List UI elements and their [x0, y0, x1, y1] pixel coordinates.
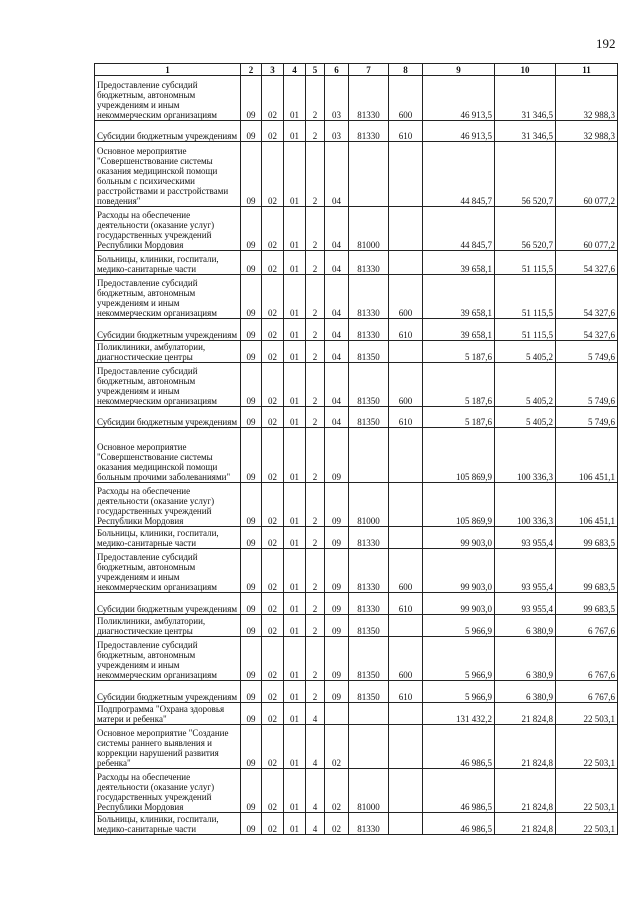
amount-col-11: 5 749,6	[556, 407, 618, 428]
amount-col-11: 106 451,1	[556, 428, 618, 483]
code-program: 01	[284, 593, 306, 615]
table-row	[95, 121, 618, 142]
code-subprogram: 4	[306, 703, 325, 725]
amount-col-11: 99 683,5	[556, 593, 618, 615]
table-row	[95, 725, 618, 769]
code-subsection: 02	[262, 703, 284, 725]
code-section: 09	[241, 527, 262, 549]
table-row	[95, 251, 618, 275]
code-program: 01	[284, 275, 306, 319]
code-expense-type: 600	[389, 549, 423, 593]
code-subprogram: 2	[306, 251, 325, 275]
code-program: 01	[284, 615, 306, 637]
code-section: 09	[241, 725, 262, 769]
code-program: 01	[284, 813, 306, 835]
code-subprogram: 2	[306, 363, 325, 407]
amount-col-10: 100 336,3	[495, 483, 556, 527]
code-event: 04	[325, 363, 349, 407]
amount-col-9: 46 986,5	[423, 725, 495, 769]
amount-col-10: 5 405,2	[495, 407, 556, 428]
amount-col-11: 54 327,6	[556, 251, 618, 275]
code-event: 04	[325, 207, 349, 251]
code-direction: 81000	[349, 769, 389, 813]
table-row	[95, 681, 618, 703]
amount-col-9: 39 658,1	[423, 319, 495, 341]
code-expense-type: 610	[389, 319, 423, 341]
code-direction	[349, 142, 389, 207]
amount-col-10: 93 955,4	[495, 527, 556, 549]
table-row	[95, 615, 618, 637]
code-section: 09	[241, 637, 262, 681]
amount-col-11: 5 749,6	[556, 341, 618, 363]
row-name: Субсидии бюджетным учреждениям	[95, 407, 241, 428]
amount-col-11: 6 767,6	[556, 681, 618, 703]
amount-col-10: 31 346,5	[495, 76, 556, 121]
amount-col-10: 5 405,2	[495, 341, 556, 363]
amount-col-11: 6 767,6	[556, 615, 618, 637]
code-subprogram: 2	[306, 76, 325, 121]
code-expense-type	[389, 428, 423, 483]
code-section: 09	[241, 549, 262, 593]
column-header: 7	[349, 64, 389, 76]
code-subprogram: 2	[306, 207, 325, 251]
code-expense-type: 610	[389, 681, 423, 703]
table-row	[95, 76, 618, 121]
code-section: 09	[241, 813, 262, 835]
code-program: 01	[284, 681, 306, 703]
code-subsection: 02	[262, 251, 284, 275]
code-subsection: 02	[262, 769, 284, 813]
code-program: 01	[284, 527, 306, 549]
amount-col-10: 5 405,2	[495, 363, 556, 407]
code-event: 04	[325, 341, 349, 363]
amount-col-10: 21 824,8	[495, 725, 556, 769]
code-expense-type	[389, 527, 423, 549]
code-subprogram: 2	[306, 428, 325, 483]
amount-col-11: 6 767,6	[556, 637, 618, 681]
code-direction: 81330	[349, 275, 389, 319]
amount-col-11: 99 683,5	[556, 527, 618, 549]
code-subprogram: 2	[306, 407, 325, 428]
amount-col-10: 51 115,5	[495, 251, 556, 275]
code-subsection: 02	[262, 637, 284, 681]
table-row	[95, 319, 618, 341]
column-header: 3	[262, 64, 284, 76]
column-header: 6	[325, 64, 349, 76]
amount-col-11: 22 503,1	[556, 703, 618, 725]
amount-col-9: 44 845,7	[423, 207, 495, 251]
code-direction: 81330	[349, 593, 389, 615]
amount-col-11: 22 503,1	[556, 725, 618, 769]
code-subsection: 02	[262, 142, 284, 207]
code-subprogram: 4	[306, 813, 325, 835]
table-row	[95, 593, 618, 615]
code-section: 09	[241, 769, 262, 813]
code-direction: 81330	[349, 251, 389, 275]
code-program: 01	[284, 207, 306, 251]
code-subsection: 02	[262, 275, 284, 319]
code-event	[325, 703, 349, 725]
code-program: 01	[284, 549, 306, 593]
row-name: Предоставление субсидий бюджетным, автономным учреждениям и иным некоммерческим организациям	[95, 275, 241, 319]
row-name: Расходы на обеспечение деятельности (оказание услуг) государственных учреждений Республики Мордовия	[95, 207, 241, 251]
amount-col-11: 60 077,2	[556, 142, 618, 207]
code-direction	[349, 725, 389, 769]
amount-col-9: 44 845,7	[423, 142, 495, 207]
code-program: 01	[284, 428, 306, 483]
code-subprogram: 4	[306, 725, 325, 769]
code-event: 04	[325, 251, 349, 275]
column-header: 5	[306, 64, 325, 76]
table-row	[95, 363, 618, 407]
code-event: 02	[325, 769, 349, 813]
amount-col-9: 105 869,9	[423, 428, 495, 483]
amount-col-11: 22 503,1	[556, 769, 618, 813]
table-row	[95, 703, 618, 725]
code-program: 01	[284, 637, 306, 681]
column-header: 10	[495, 64, 556, 76]
code-section: 09	[241, 121, 262, 142]
code-expense-type: 600	[389, 363, 423, 407]
code-event: 09	[325, 527, 349, 549]
table-row	[95, 275, 618, 319]
header-row	[95, 64, 618, 76]
row-name: Подпрограмма "Охрана здоровья матери и ребенка"	[95, 703, 241, 725]
row-name: Основное мероприятие "Совершенствование системы оказания медицинской помощи больным с психическими расстройствами и расстройствами поведения"	[95, 142, 241, 207]
code-direction: 81330	[349, 549, 389, 593]
code-program: 01	[284, 142, 306, 207]
code-subsection: 02	[262, 407, 284, 428]
table-row	[95, 407, 618, 428]
amount-col-10: 93 955,4	[495, 549, 556, 593]
code-section: 09	[241, 275, 262, 319]
code-subprogram: 2	[306, 615, 325, 637]
code-program: 01	[284, 725, 306, 769]
code-expense-type: 610	[389, 121, 423, 142]
code-event: 09	[325, 483, 349, 527]
row-name: Расходы на обеспечение деятельности (оказание услуг) государственных учреждений Республики Мордовия	[95, 769, 241, 813]
code-event: 04	[325, 407, 349, 428]
amount-col-11: 54 327,6	[556, 319, 618, 341]
row-name: Больницы, клиники, госпитали, медико-санитарные части	[95, 813, 241, 835]
code-direction: 81350	[349, 363, 389, 407]
table-row	[95, 142, 618, 207]
code-event: 09	[325, 681, 349, 703]
column-header: 9	[423, 64, 495, 76]
amount-col-11: 32 988,3	[556, 76, 618, 121]
amount-col-10: 100 336,3	[495, 428, 556, 483]
code-section: 09	[241, 615, 262, 637]
row-name: Поликлиники, амбулатории, диагностические центры	[95, 341, 241, 363]
code-event: 02	[325, 725, 349, 769]
table-row	[95, 428, 618, 483]
code-event: 04	[325, 275, 349, 319]
amount-col-9: 5 966,9	[423, 681, 495, 703]
code-expense-type: 600	[389, 76, 423, 121]
code-direction: 81000	[349, 207, 389, 251]
code-subsection: 02	[262, 483, 284, 527]
code-event: 09	[325, 549, 349, 593]
code-subprogram: 2	[306, 142, 325, 207]
code-program: 01	[284, 251, 306, 275]
code-event: 09	[325, 637, 349, 681]
amount-col-10: 56 520,7	[495, 207, 556, 251]
code-event: 09	[325, 593, 349, 615]
code-section: 09	[241, 703, 262, 725]
code-program: 01	[284, 319, 306, 341]
code-section: 09	[241, 207, 262, 251]
row-name: Поликлиники, амбулатории, диагностические центры	[95, 615, 241, 637]
budget-table	[94, 63, 618, 835]
code-expense-type: 600	[389, 637, 423, 681]
code-subsection: 02	[262, 76, 284, 121]
code-section: 09	[241, 251, 262, 275]
code-subprogram: 2	[306, 593, 325, 615]
code-subsection: 02	[262, 341, 284, 363]
code-expense-type: 610	[389, 407, 423, 428]
code-expense-type	[389, 725, 423, 769]
code-direction: 81350	[349, 637, 389, 681]
amount-col-9: 46 986,5	[423, 813, 495, 835]
row-name: Субсидии бюджетным учреждениям	[95, 121, 241, 142]
code-subsection: 02	[262, 428, 284, 483]
code-expense-type	[389, 703, 423, 725]
code-section: 09	[241, 483, 262, 527]
amount-col-10: 6 380,9	[495, 681, 556, 703]
code-direction: 81330	[349, 319, 389, 341]
amount-col-9: 131 432,2	[423, 703, 495, 725]
code-direction: 81350	[349, 407, 389, 428]
code-event: 09	[325, 428, 349, 483]
amount-col-11: 54 327,6	[556, 275, 618, 319]
amount-col-10: 21 824,8	[495, 813, 556, 835]
table-row	[95, 207, 618, 251]
amount-col-11: 32 988,3	[556, 121, 618, 142]
code-event: 09	[325, 615, 349, 637]
code-subprogram: 2	[306, 483, 325, 527]
table-row	[95, 549, 618, 593]
row-name: Основное мероприятие "Совершенствование системы оказания медицинской помощи больным прочими заболеваниями"	[95, 428, 241, 483]
code-program: 01	[284, 703, 306, 725]
table-row	[95, 483, 618, 527]
row-name: Больницы, клиники, госпитали, медико-санитарные части	[95, 527, 241, 549]
amount-col-9: 5 187,6	[423, 363, 495, 407]
code-section: 09	[241, 593, 262, 615]
code-subsection: 02	[262, 593, 284, 615]
amount-col-9: 39 658,1	[423, 251, 495, 275]
code-direction: 81350	[349, 341, 389, 363]
code-expense-type	[389, 207, 423, 251]
row-name: Предоставление субсидий бюджетным, автономным учреждениям и иным некоммерческим организациям	[95, 363, 241, 407]
code-subsection: 02	[262, 319, 284, 341]
code-expense-type	[389, 769, 423, 813]
code-subprogram: 2	[306, 341, 325, 363]
row-name: Субсидии бюджетным учреждениям	[95, 593, 241, 615]
code-program: 01	[284, 76, 306, 121]
column-header: 11	[556, 64, 618, 76]
page-number: 192	[596, 36, 616, 51]
amount-col-9: 5 966,9	[423, 637, 495, 681]
code-section: 09	[241, 407, 262, 428]
code-direction: 81000	[349, 483, 389, 527]
code-subsection: 02	[262, 363, 284, 407]
code-event: 04	[325, 142, 349, 207]
amount-col-9: 46 913,5	[423, 121, 495, 142]
code-subprogram: 2	[306, 527, 325, 549]
code-subsection: 02	[262, 549, 284, 593]
code-direction: 81330	[349, 813, 389, 835]
code-event: 04	[325, 319, 349, 341]
code-subsection: 02	[262, 527, 284, 549]
amount-col-11: 99 683,5	[556, 549, 618, 593]
amount-col-10: 56 520,7	[495, 142, 556, 207]
amount-col-9: 5 966,9	[423, 615, 495, 637]
row-name: Субсидии бюджетным учреждениям	[95, 319, 241, 341]
code-subprogram: 2	[306, 275, 325, 319]
code-subsection: 02	[262, 121, 284, 142]
code-subprogram: 2	[306, 637, 325, 681]
code-expense-type	[389, 813, 423, 835]
table-row	[95, 813, 618, 835]
code-section: 09	[241, 319, 262, 341]
amount-col-10: 51 115,5	[495, 319, 556, 341]
code-section: 09	[241, 681, 262, 703]
amount-col-9: 99 903,0	[423, 593, 495, 615]
code-expense-type	[389, 251, 423, 275]
row-name: Расходы на обеспечение деятельности (оказание услуг) государственных учреждений Республики Мордовия	[95, 483, 241, 527]
code-event: 03	[325, 76, 349, 121]
amount-col-9: 5 187,6	[423, 407, 495, 428]
amount-col-10: 21 824,8	[495, 703, 556, 725]
amount-col-9: 5 187,6	[423, 341, 495, 363]
table-row	[95, 341, 618, 363]
amount-col-11: 60 077,2	[556, 207, 618, 251]
code-program: 01	[284, 407, 306, 428]
amount-col-9: 105 869,9	[423, 483, 495, 527]
row-name: Субсидии бюджетным учреждениям	[95, 681, 241, 703]
code-direction: 81330	[349, 527, 389, 549]
code-expense-type	[389, 483, 423, 527]
amount-col-10: 21 824,8	[495, 769, 556, 813]
row-name: Предоставление субсидий бюджетным, автономным учреждениям и иным некоммерческим организациям	[95, 637, 241, 681]
code-expense-type	[389, 142, 423, 207]
code-direction: 81350	[349, 615, 389, 637]
amount-col-9: 99 903,0	[423, 549, 495, 593]
code-subprogram: 2	[306, 549, 325, 593]
code-direction	[349, 703, 389, 725]
amount-col-10: 31 346,5	[495, 121, 556, 142]
code-program: 01	[284, 341, 306, 363]
code-direction	[349, 428, 389, 483]
code-subsection: 02	[262, 207, 284, 251]
code-subsection: 02	[262, 813, 284, 835]
code-direction: 81330	[349, 76, 389, 121]
code-expense-type	[389, 341, 423, 363]
table-row	[95, 637, 618, 681]
code-expense-type	[389, 615, 423, 637]
code-subprogram: 2	[306, 121, 325, 142]
code-subsection: 02	[262, 725, 284, 769]
code-direction: 81350	[349, 681, 389, 703]
code-event: 02	[325, 813, 349, 835]
code-subprogram: 2	[306, 681, 325, 703]
code-program: 01	[284, 769, 306, 813]
code-program: 01	[284, 483, 306, 527]
amount-col-9: 39 658,1	[423, 275, 495, 319]
column-header: 4	[284, 64, 306, 76]
amount-col-10: 93 955,4	[495, 593, 556, 615]
amount-col-9: 46 986,5	[423, 769, 495, 813]
code-expense-type: 610	[389, 593, 423, 615]
code-section: 09	[241, 142, 262, 207]
amount-col-9: 46 913,5	[423, 76, 495, 121]
amount-col-11: 5 749,6	[556, 363, 618, 407]
code-subprogram: 4	[306, 769, 325, 813]
column-header: 2	[241, 64, 262, 76]
code-section: 09	[241, 363, 262, 407]
code-program: 01	[284, 363, 306, 407]
code-program: 01	[284, 121, 306, 142]
code-section: 09	[241, 76, 262, 121]
row-name: Предоставление субсидий бюджетным, автономным учреждениям и иным некоммерческим организациям	[95, 549, 241, 593]
column-header: 1	[95, 64, 241, 76]
amount-col-10: 51 115,5	[495, 275, 556, 319]
amount-col-11: 106 451,1	[556, 483, 618, 527]
amount-col-11: 22 503,1	[556, 813, 618, 835]
code-subsection: 02	[262, 681, 284, 703]
amount-col-9: 99 903,0	[423, 527, 495, 549]
row-name: Основное мероприятие "Создание системы раннего выявления и коррекции нарушений развития ребенка"	[95, 725, 241, 769]
amount-col-10: 6 380,9	[495, 615, 556, 637]
row-name: Больницы, клиники, госпитали, медико-санитарные части	[95, 251, 241, 275]
code-event: 03	[325, 121, 349, 142]
code-subsection: 02	[262, 615, 284, 637]
code-direction: 81330	[349, 121, 389, 142]
code-subprogram: 2	[306, 319, 325, 341]
table-row	[95, 527, 618, 549]
code-expense-type: 600	[389, 275, 423, 319]
table-row	[95, 769, 618, 813]
column-header: 8	[389, 64, 423, 76]
code-section: 09	[241, 428, 262, 483]
code-section: 09	[241, 341, 262, 363]
row-name: Предоставление субсидий бюджетным, автономным учреждениям и иным некоммерческим организациям	[95, 76, 241, 121]
amount-col-10: 6 380,9	[495, 637, 556, 681]
